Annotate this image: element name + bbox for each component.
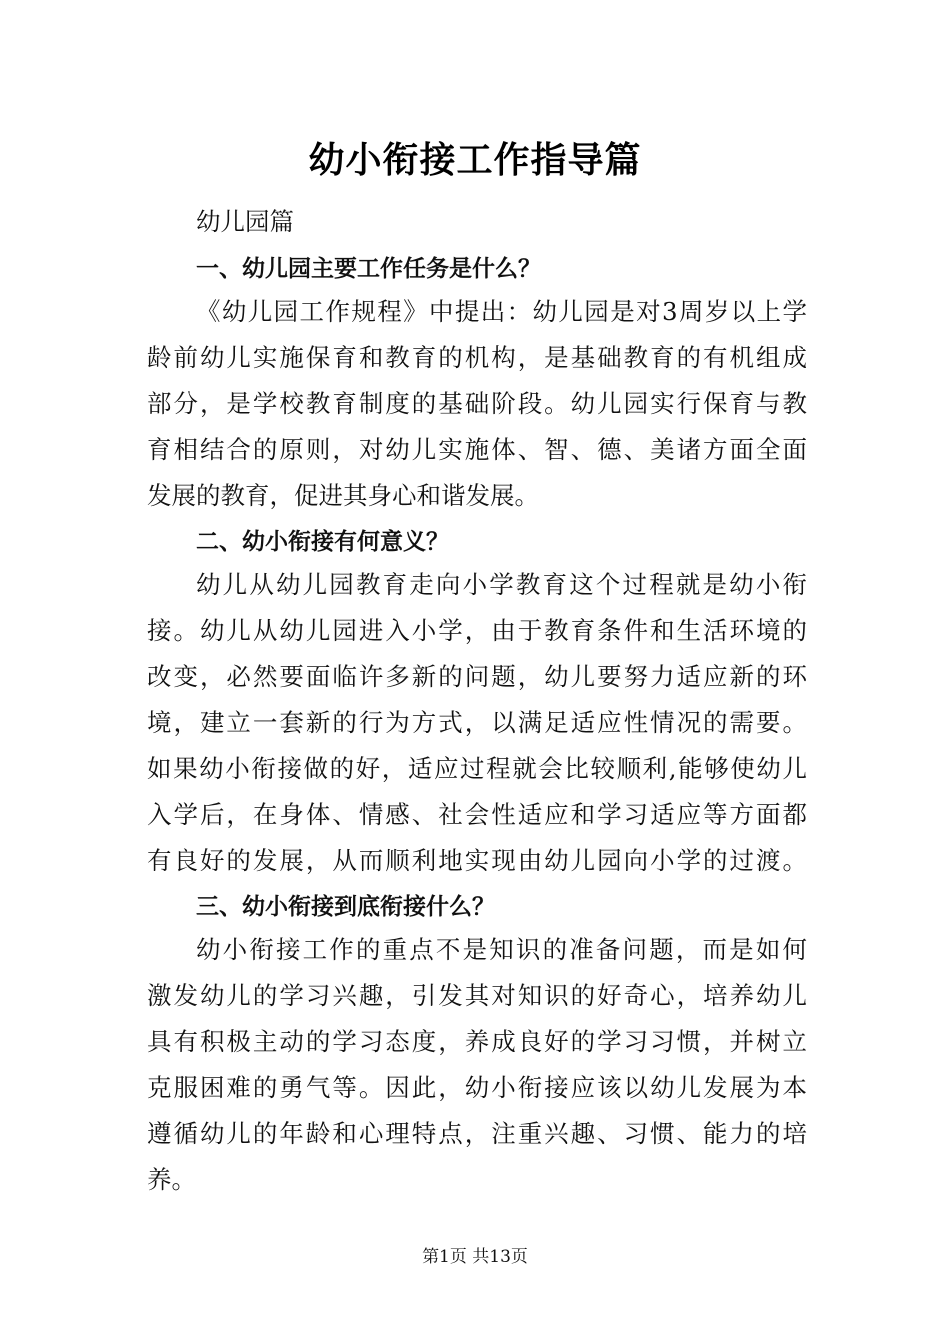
paragraph-1-line: 《幼儿园工作规程》中提出：幼儿园是对3周岁以上学 — [196, 297, 807, 326]
paragraph-3-line: 激发幼儿的学习兴趣，引发其对知识的好奇心，培养幼儿 — [147, 981, 807, 1010]
paragraph-2-line: 入学后，在身体、情感、社会性适应和学习适应等方面都 — [147, 800, 807, 829]
paragraph-1-line: 龄前幼儿实施保育和教育的机构，是基础教育的有机组成 — [147, 343, 807, 372]
question-heading-2: 二、幼小衔接有何意义？ — [196, 529, 449, 555]
question-heading-1: 一、幼儿园主要工作任务是什么？ — [196, 256, 541, 282]
question-heading-3: 三、幼小衔接到底衔接什么？ — [196, 894, 495, 920]
paragraph-2-line: 改变，必然要面临许多新的问题，幼儿要努力适应新的环 — [147, 662, 807, 691]
paragraph-2-line: 如果幼小衔接做的好，适应过程就会比较顺利,能够使幼儿 — [147, 754, 807, 783]
paragraph-3-line: 遵循幼儿的年龄和心理特点，注重兴趣、习惯、能力的培 — [147, 1119, 807, 1148]
paragraph-3-line: 幼小衔接工作的重点不是知识的准备问题，而是如何 — [196, 935, 807, 964]
paragraph-2-line: 境，建立一套新的行为方式，以满足适应性情况的需要。 — [147, 708, 807, 737]
paragraph-2-line: 幼儿从幼儿园教育走向小学教育这个过程就是幼小衔 — [196, 570, 807, 599]
section-label: 幼儿园篇 — [196, 207, 294, 236]
document-title: 幼小衔接工作指导篇 — [308, 139, 642, 181]
paragraph-2-line: 有良好的发展，从而顺利地实现由幼儿园向小学的过渡。 — [147, 846, 807, 875]
paragraph-1-line: 育相结合的原则，对幼儿实施体、智、德、美诸方面全面 — [147, 435, 807, 464]
paragraph-3-line: 具有积极主动的学习态度，养成良好的学习习惯，并树立 — [147, 1027, 807, 1056]
paragraph-2-line: 接。幼儿从幼儿园进入小学，由于教育条件和生活环境的 — [147, 616, 807, 645]
paragraph-3-line: 克服困难的勇气等。因此，幼小衔接应该以幼儿发展为本 — [147, 1073, 807, 1102]
page-number-footer: 第1页 共13页 — [422, 1247, 528, 1267]
paragraph-1-line: 部分，是学校教育制度的基础阶段。幼儿园实行保育与教 — [147, 389, 807, 418]
paragraph-3-line: 养。 — [147, 1165, 196, 1194]
paragraph-1-line: 发展的教育，促进其身心和谐发展。 — [147, 481, 539, 510]
